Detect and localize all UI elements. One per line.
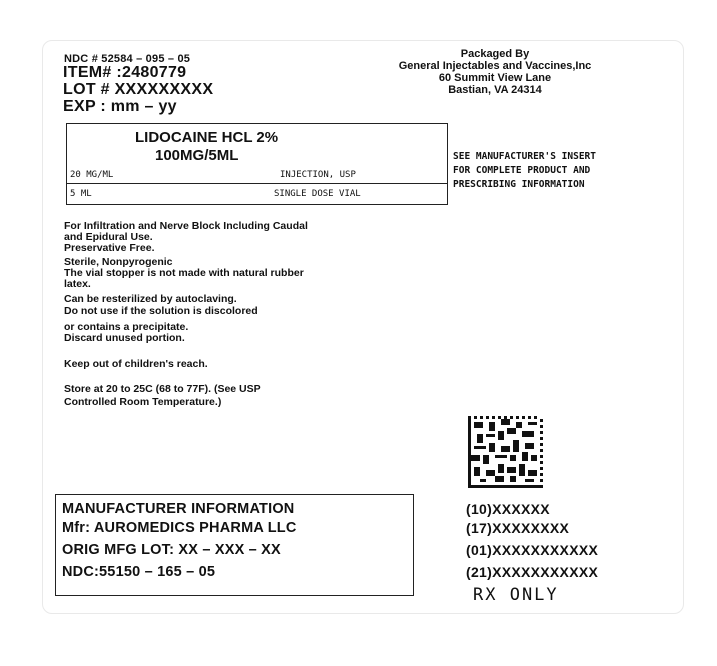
instruction-line: Keep out of children's reach. [64,358,208,370]
instruction-line: Store at 20 to 25C (68 to 77F). (See USP [64,383,261,395]
drug-box-divider [67,183,447,184]
instruction-line: latex. [64,278,91,290]
drug-volume: 5 ML [70,189,92,199]
instruction-line: Controlled Room Temperature.) [64,396,222,408]
insert-note-line: PRESCRIBING INFORMATION [453,179,585,190]
manufacturer-heading: MANUFACTURER INFORMATION [62,501,295,517]
barcode-expiry: (17)XXXXXXXX [466,520,570,536]
barcode-serial: (21)XXXXXXXXXXX [466,564,599,580]
instruction-line: Do not use if the solution is discolored [64,305,258,317]
barcode-gtin: (01)XXXXXXXXXXX [466,542,599,558]
instruction-line: The vial stopper is not made with natural rubber [64,267,304,279]
expiry-date: EXP : mm – yy [63,98,177,115]
packager-street: 60 Summit View Lane [438,72,552,84]
lot-number: LOT # XXXXXXXXX [63,81,214,98]
drug-concentration: 20 MG/ML [70,170,114,180]
manufacturer-ndc: NDC:55150 – 165 – 05 [62,564,216,580]
instruction-line: Sterile, Nonpyrogenic [64,256,173,268]
packager-heading: Packaged By [460,48,530,60]
packager-city: Bastian, VA 24314 [448,84,542,96]
instruction-line: Preservative Free. [64,242,155,254]
insert-note-line: FOR COMPLETE PRODUCT AND [453,165,591,176]
item-number: ITEM# :2480779 [63,64,187,81]
barcode-batch: (10)XXXXXX [466,501,550,517]
instruction-line: For Infiltration and Nerve Block Including Caudal [64,220,308,232]
rx-only: RX ONLY [473,585,559,605]
insert-note-line: SEE MANUFACTURER'S INSERT [453,151,596,162]
instruction-line: and Epidural Use. [64,231,153,243]
insert-note [453,150,596,192]
drug-route: INJECTION, USP [280,170,356,180]
instruction-line: or contains a precipitate. [64,321,189,333]
ndc-top: NDC # 52584 – 095 – 05 [64,53,191,65]
drug-vial-type: SINGLE DOSE VIAL [274,189,361,199]
drug-name: LIDOCAINE HCL 2% [135,129,279,146]
instruction-line: Can be resterilized by autoclaving. [64,293,237,305]
packager-block [380,48,610,96]
manufacturer-lot: ORIG MFG LOT: XX – XXX – XX [62,542,281,558]
barcode-modules [468,416,543,488]
drug-strength: 100MG/5ML [155,147,239,164]
packager-company: General Injectables and Vaccines,Inc [398,60,592,72]
instruction-line: Discard unused portion. [64,332,185,344]
datamatrix-barcode-icon [468,416,543,488]
manufacturer-name: Mfr: AUROMEDICS PHARMA LLC [62,520,297,536]
